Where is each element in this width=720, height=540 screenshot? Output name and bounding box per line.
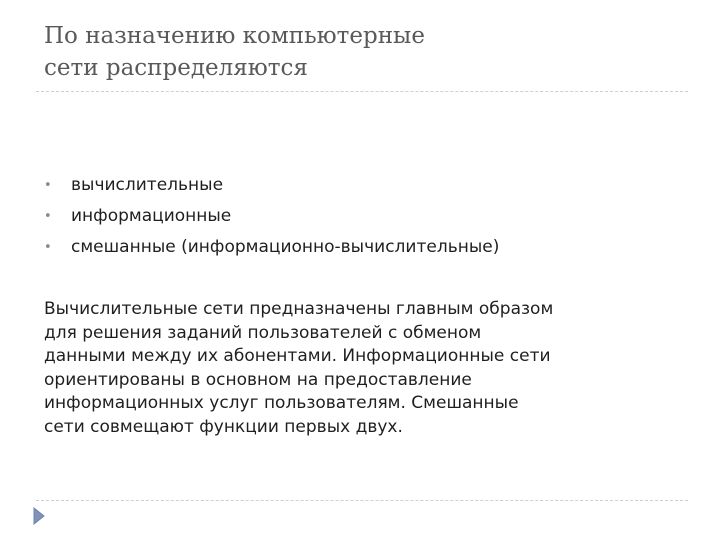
paragraph-line-1: Вычислительные сети предназначены главным образом <box>44 299 554 319</box>
bullet-item-label: вычислительные <box>71 175 224 195</box>
paragraph-line-3: данными между их абонентами. Информационные сети <box>44 346 551 366</box>
bullet-item-computational <box>44 170 499 201</box>
bullet-dot-icon: • <box>44 178 52 193</box>
bullet-dot-icon: • <box>44 240 52 255</box>
bullet-list <box>44 170 499 263</box>
bullet-dot-icon: • <box>44 209 52 224</box>
paragraph-line-4: ориентированы в основном на предоставление <box>44 369 472 390</box>
title-divider <box>36 91 688 92</box>
bullet-item-label: информационные <box>71 206 232 226</box>
slide-title-line-2: сети распределяются <box>44 55 308 81</box>
bullet-item-mixed <box>44 232 499 263</box>
bullet-item-label: смешанные (информационно-вычислительные) <box>71 237 500 257</box>
paragraph-line-2: для решения заданий пользователей с обменом <box>44 322 482 343</box>
footer-divider <box>36 500 688 501</box>
paragraph-line-5: информационных услуг пользователям. Смешанные <box>44 393 519 413</box>
slide-title <box>44 20 684 84</box>
paragraph-line-6: сети совмещают функции первых двух. <box>44 416 403 437</box>
bullet-item-informational <box>44 201 499 232</box>
slide-title-line-1: По назначению компьютерные <box>44 23 425 49</box>
play-triangle-icon[interactable] <box>33 507 45 525</box>
description-paragraph <box>44 298 644 439</box>
